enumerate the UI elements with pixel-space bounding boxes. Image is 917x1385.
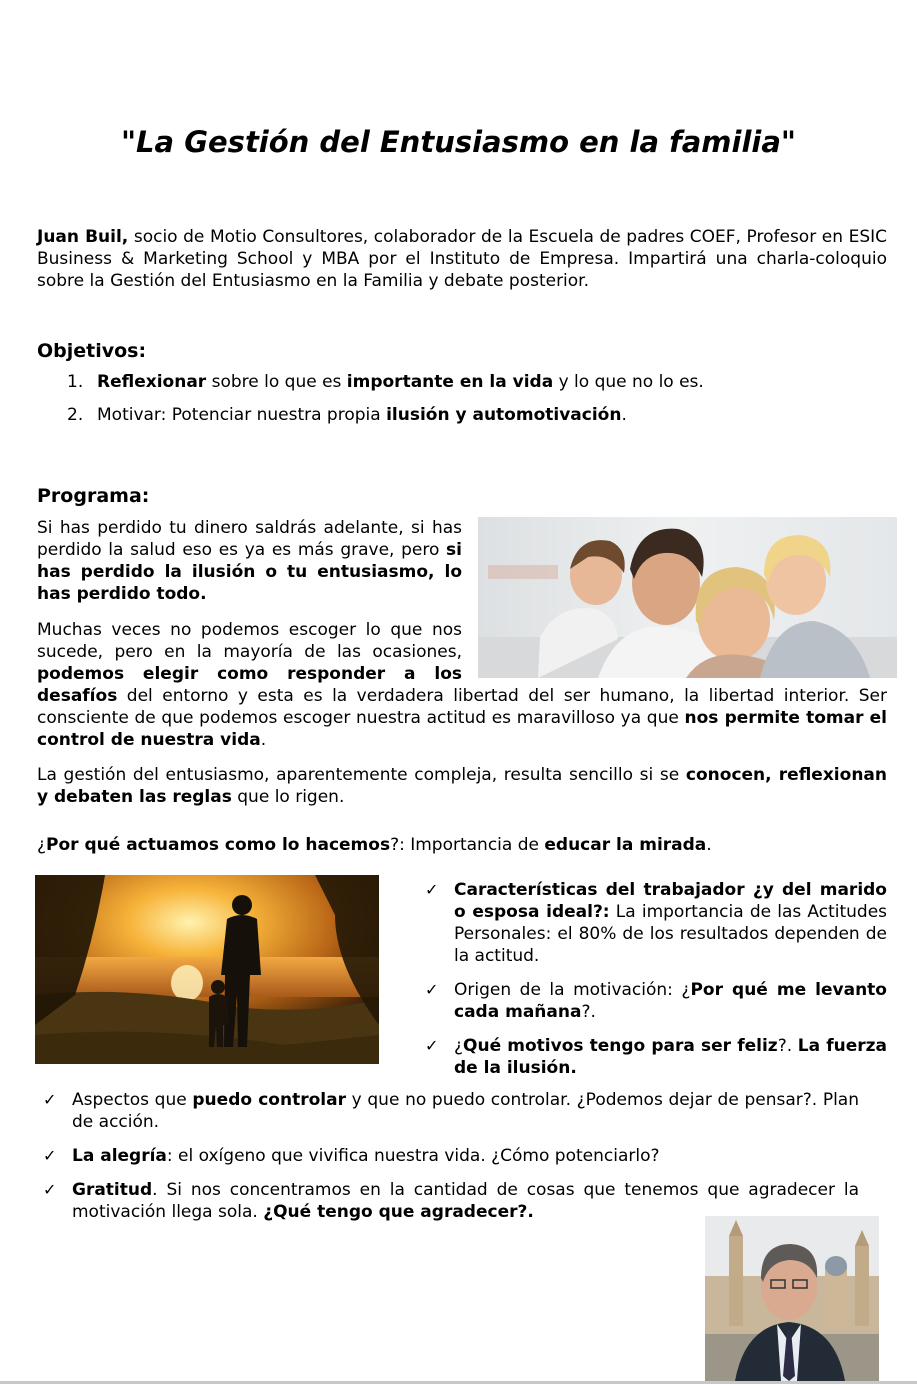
question-text: ?: Importancia de (390, 835, 545, 855)
checkmark-icon: ✓ (43, 1146, 57, 1165)
paragraph-text: Muchas veces no podemos escoger lo que nos sucede, pero en la mayoría de las ocasiones, (37, 620, 462, 662)
objetivo-item (60, 404, 880, 426)
speaker-name: Juan Buil, (37, 227, 129, 247)
list-item (43, 1089, 859, 1133)
speaker-portrait-photo (705, 1216, 879, 1381)
paragraph-bold-text: si has perdido la ilusión o tu entusiasmo, lo has perdido todo. (37, 540, 462, 604)
item-text: ?. (777, 1036, 798, 1056)
paragraph-text: que lo rigen. (231, 787, 345, 807)
paragraph-text: del entorno y esta es la verdadera libertad del ser humano, la libertad interior. Ser consciente de que podemos escoger nuestra actitud es maravilloso ya que (37, 686, 887, 728)
checkmark-icon: ✓ (43, 1180, 57, 1199)
list-item (425, 979, 887, 1023)
father-child-sunset-photo (35, 875, 379, 1064)
speaker-bio: socio de Motio Consultores, colaborador de la Escuela de padres COEF, Profesor en ESIC Business & Marketing School y MBA por el Instituto de Empresa. Impartirá una charla-coloquio sobre la Gestión del Entusiasmo en la Familia y debate posterior. (37, 227, 887, 291)
paragraph-text: Si has perdido tu dinero saldrás adelante, si has perdido la salud eso es ya es más grave, pero (37, 518, 462, 560)
objetivo-text: y lo que no lo es. (553, 372, 704, 392)
list-item (43, 1145, 859, 1167)
page-bottom-divider (0, 1381, 917, 1384)
paragraph-text: . (260, 730, 267, 750)
item-text: ?. (581, 1002, 596, 1022)
item-text: . Si nos concentramos en la cantidad de cosas que tenemos que agradecer la motivación llega sola. (72, 1180, 859, 1222)
item-text: Origen de la motivación: ¿ (454, 980, 691, 1000)
item-bold-text: Características del trabajador ¿y del marido o esposa ideal?: (454, 880, 887, 922)
question-bold-text: Por qué actuamos como lo hacemos (46, 835, 391, 855)
objetivo-text: Motivar: Potenciar nuestra propia (97, 405, 387, 425)
speaker-intro (37, 226, 887, 292)
paragraph-bold-text: conocen, reflexionan y debaten las reglas (37, 765, 887, 807)
item-text: La importancia de las Actitudes Personales: el 80% de los resultados dependen de la actitud. (454, 902, 888, 966)
sunset-photo-illustration (35, 875, 379, 1064)
checklist-right (425, 879, 887, 1091)
item-text: ¿ (454, 1036, 464, 1056)
objetivo-bold-text: ilusión y automotivación (386, 405, 622, 425)
item-bold-text: Por qué me levanto cada mañana (454, 980, 887, 1022)
list-item (425, 1035, 887, 1079)
checkmark-icon: ✓ (425, 880, 439, 899)
item-text: y que no puedo controlar. ¿Podemos dejar de pensar?. Plan de acción. (72, 1090, 860, 1132)
objetivo-item (60, 371, 880, 393)
paragraph-bold-text: nos permite tomar el control de nuestra vida (37, 708, 888, 750)
question-text: . (706, 835, 712, 855)
checkmark-icon: ✓ (43, 1090, 57, 1109)
item-text: : el oxígeno que vivifica nuestra vida. ¿Cómo potenciarlo? (166, 1146, 660, 1166)
programa-heading: Programa: (37, 485, 150, 507)
question-text: ¿ (37, 835, 47, 855)
programa-body (37, 517, 887, 822)
checkmark-icon: ✓ (425, 1036, 439, 1055)
objetivos-list (60, 371, 880, 437)
item-bold-text: puedo controlar (192, 1090, 346, 1110)
list-number: 2. (67, 405, 84, 425)
item-bold-text: ¿Qué tengo que agradecer?. (263, 1202, 534, 1222)
objetivos-heading: Objetivos: (37, 340, 147, 362)
item-bold-text: La fuerza de la ilusión. (454, 1036, 887, 1078)
objetivo-text: sobre lo que es (206, 372, 347, 392)
objetivo-bold-text: importante en la vida (346, 372, 554, 392)
question-line (37, 834, 887, 856)
item-bold-text: Gratitud (72, 1180, 153, 1200)
list-number: 1. (67, 372, 84, 392)
document-title: "La Gestión del Entusiasmo en la familia" (120, 125, 797, 159)
objetivo-bold-text: Reflexionar (97, 372, 207, 392)
list-item (425, 879, 887, 967)
item-bold-text: La alegría (72, 1146, 167, 1166)
family-photo-illustration (478, 517, 897, 678)
programa-paragraph-3 (37, 764, 887, 808)
paragraph-text: La gestión del entusiasmo, aparentemente compleja, resulta sencillo si se (37, 765, 686, 785)
portrait-illustration (705, 1216, 879, 1381)
family-photo (478, 517, 897, 678)
checkmark-icon: ✓ (425, 980, 439, 999)
objetivo-text: . (621, 405, 627, 425)
question-bold-text: educar la mirada (544, 835, 707, 855)
paragraph-bold-text: podemos elegir como responder a los desafíos (37, 664, 462, 706)
item-text: Aspectos que (72, 1090, 193, 1110)
item-bold-text: Qué motivos tengo para ser feliz (463, 1036, 778, 1056)
checklist-bottom (43, 1089, 859, 1235)
